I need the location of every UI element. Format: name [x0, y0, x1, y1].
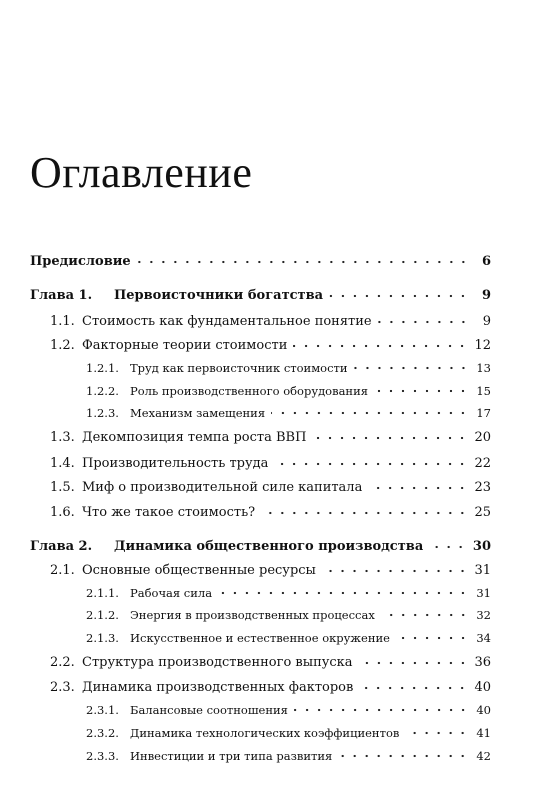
toc-entry-page: 12 [474, 338, 491, 353]
dot-leader [294, 703, 469, 717]
toc-entry-title: Производительность труда [82, 456, 269, 471]
dot-leader [368, 481, 468, 495]
toc-entry-number: 2.3.3. [86, 749, 119, 763]
toc-entry-subsection[interactable] [86, 381, 491, 401]
toc-entry-title: Механизм замещения [130, 406, 266, 420]
toc-entry-title: Факторные теории стоимости [82, 338, 288, 353]
toc-entry-page: 36 [474, 655, 491, 670]
toc-entry-title: Структура производственного выпуска [82, 655, 353, 670]
dot-leader [354, 361, 469, 375]
toc-entry-title: Энергия в производственных процессах [130, 608, 375, 622]
toc-entry-subsection[interactable] [86, 583, 491, 603]
toc-entry-page: 15 [476, 384, 491, 398]
toc-entry-page: 30 [472, 539, 491, 554]
dot-leader [261, 506, 468, 520]
toc-entry-title: Искусственное и естественное окружение [130, 631, 390, 645]
dot-leader [374, 384, 469, 398]
toc-entry-chapter[interactable] [30, 286, 491, 306]
toc-entry-page: 31 [476, 586, 491, 600]
dot-leader [322, 564, 469, 578]
toc-entry-section[interactable] [50, 428, 491, 448]
toc-entry-page: 25 [474, 505, 491, 520]
toc-entry-number: 1.4. [50, 456, 75, 471]
toc-entry-page: 17 [476, 406, 491, 420]
toc-entry-subsection[interactable] [86, 628, 491, 648]
toc-entry-section[interactable] [50, 503, 491, 523]
toc-entry-section[interactable] [50, 336, 491, 356]
toc-entry-section[interactable] [50, 454, 491, 474]
toc-entry-title: Миф о производительной силе капитала [82, 480, 363, 495]
toc-entry-title: Труд как первоисточник стоимости [130, 361, 348, 375]
dot-leader [218, 586, 469, 600]
toc-entry-title: Инвестиции и три типа развития [130, 749, 333, 763]
toc-entry-title: Роль производственного оборудования [130, 384, 369, 398]
toc-entry-page: 40 [474, 680, 491, 695]
toc-entry-preface[interactable] [30, 252, 491, 272]
toc-entry-page: 20 [474, 430, 491, 445]
toc-entry-number: 1.2.2. [86, 384, 119, 398]
dot-leader [359, 681, 468, 695]
toc-entry-title: Что же такое стоимость? [82, 505, 256, 520]
toc-entry-number: 2.1.3. [86, 631, 119, 645]
toc-entry-number: Глава 1. [30, 288, 93, 303]
toc-entry-title: Предисловие [30, 254, 131, 269]
toc-entry-number: 1.3. [50, 430, 75, 445]
toc-entry-number: Глава 2. [30, 539, 93, 554]
toc-entry-number: 1.5. [50, 480, 75, 495]
toc-entry-number: 2.3. [50, 680, 75, 695]
toc-entry-number: 2.1.2. [86, 608, 119, 622]
toc-entry-title: Основные общественные ресурсы [82, 563, 316, 578]
toc-entry-section[interactable] [50, 653, 491, 673]
dot-leader [137, 255, 469, 269]
toc-entry-title: Декомпозиция темпа роста ВВП [82, 430, 307, 445]
toc-entry-page: 42 [476, 749, 491, 763]
dot-leader [429, 540, 467, 554]
toc-entry-title: Балансовые соотношения [130, 703, 288, 717]
toc-entry-page: 23 [474, 480, 491, 495]
toc-entry-page: 40 [476, 703, 491, 717]
toc-entry-number: 1.2.1. [86, 361, 119, 375]
toc-entry-title: Стоимость как фундаментальное понятие [82, 314, 372, 329]
toc-entry-number: 2.3.2. [86, 726, 119, 740]
toc-entry-title: Рабочая сила [130, 586, 213, 600]
toc-entry-subsection[interactable] [86, 403, 491, 423]
dot-leader [293, 339, 468, 353]
dot-leader [378, 315, 469, 329]
dot-leader [271, 406, 469, 420]
toc-entry-page: 32 [476, 608, 491, 622]
toc-entry-subsection[interactable] [86, 723, 491, 743]
dot-leader [274, 457, 468, 471]
toc-entry-chapter[interactable] [30, 537, 491, 557]
toc-entry-title: Первоисточники богатства [114, 288, 324, 303]
dot-leader [396, 631, 469, 645]
toc-entry-title: Динамика общественного производства [114, 539, 424, 554]
toc-entry-section[interactable] [50, 561, 491, 581]
toc-entry-number: 1.2.3. [86, 406, 119, 420]
toc-entry-title: Динамика технологических коэффициентов [130, 726, 400, 740]
toc-entry-page: 9 [481, 288, 491, 303]
toc-entry-number: 1.2. [50, 338, 75, 353]
toc-entry-number: 1.6. [50, 505, 75, 520]
toc-entry-page: 34 [476, 631, 491, 645]
toc-entry-subsection[interactable] [86, 746, 491, 766]
dot-leader [381, 608, 469, 622]
toc-entry-number: 2.2. [50, 655, 75, 670]
dot-leader [359, 656, 469, 670]
toc-entry-page: 31 [474, 563, 491, 578]
toc-entry-subsection[interactable] [86, 358, 491, 378]
toc-entry-page: 9 [482, 314, 491, 329]
toc-entry-number: 2.3.1. [86, 703, 119, 717]
toc-entry-page: 41 [476, 726, 491, 740]
toc-entry-section[interactable] [50, 678, 491, 698]
toc-entry-number: 2.1.1. [86, 586, 119, 600]
dot-leader [405, 726, 469, 740]
toc-entry-number: 1.1. [50, 314, 75, 329]
dot-leader [338, 749, 469, 763]
toc-entry-section[interactable] [50, 478, 491, 498]
dot-leader [312, 431, 468, 445]
page-title: Оглавление [30, 148, 253, 197]
dot-leader [329, 289, 469, 303]
toc-entry-subsection[interactable] [86, 605, 491, 625]
toc-entry-subsection[interactable] [86, 700, 491, 720]
toc-entry-page: 6 [481, 254, 491, 269]
toc-entry-number: 2.1. [50, 563, 75, 578]
toc-entry-title: Динамика производственных факторов [82, 680, 354, 695]
toc-entry-page: 13 [476, 361, 491, 375]
toc-entry-section[interactable] [50, 312, 491, 332]
toc-entry-page: 22 [474, 456, 491, 471]
